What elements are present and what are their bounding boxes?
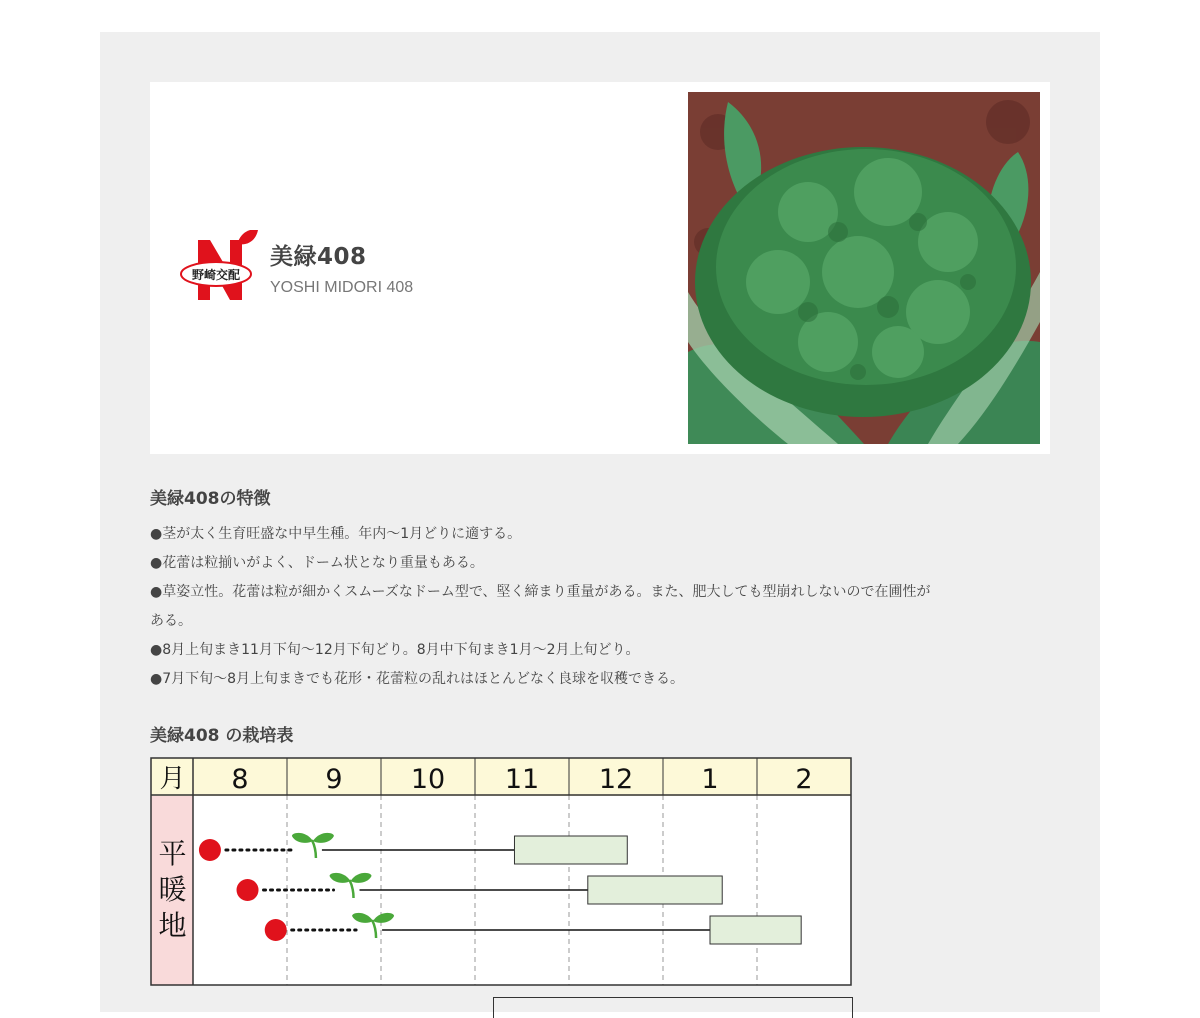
legend-frame — [493, 997, 853, 1018]
region-label: 暖 — [158, 873, 187, 906]
month-label: 12 — [598, 764, 634, 795]
product-hero — [150, 82, 1050, 454]
harvest-period-bar — [588, 876, 722, 904]
main-panel — [100, 32, 1100, 1012]
month-label: 11 — [504, 764, 540, 795]
product-subtitle: YOSHI MIDORI 408 — [270, 279, 414, 296]
month-label: 9 — [325, 764, 343, 795]
features-list — [150, 520, 1050, 694]
logo-text: 野崎交配 — [191, 268, 241, 282]
product-title: 美緑408 — [270, 244, 367, 270]
nozaki-logo — [178, 230, 258, 308]
harvest-period-bar — [514, 836, 627, 864]
feature-item: ●草姿立性。花蕾は粒が細かくスムーズなドーム型で、堅く締まり重量がある。また、肥大しても型崩れしないので在圃性が — [150, 584, 931, 600]
feature-item: ●花蕾は粒揃いがよく、ドーム状となり重量もある。 — [150, 555, 484, 571]
features-title: 美緑408の特徴 — [150, 489, 271, 509]
feature-item: ある。 — [150, 613, 192, 629]
cultivation-schedule — [150, 757, 852, 987]
month-header-label: 月 — [159, 764, 186, 794]
feature-item: ●茎が太く生育旺盛な中早生種。年内〜1月どりに適する。 — [150, 526, 522, 542]
title-block — [270, 238, 413, 297]
region-label: 平 — [158, 837, 187, 870]
feature-item: ●8月上旬まき11月下旬〜12月下旬どり。8月中下旬まき1月〜2月上旬どり。 — [150, 642, 640, 658]
sowing-dot — [199, 839, 221, 861]
harvest-period-bar — [710, 916, 801, 944]
header-row-bg — [151, 758, 851, 796]
month-label: 2 — [795, 764, 813, 795]
sowing-dot — [237, 879, 259, 901]
month-label: 8 — [231, 764, 249, 795]
month-label: 1 — [701, 764, 719, 795]
feature-item: ●7月下旬〜8月上旬まきでも花形・花蕾粒の乱れはほとんどなく良球を収穫できる。 — [150, 671, 685, 687]
schedule-title: 美緑408 の栽培表 — [150, 726, 294, 746]
broccoli-photo — [688, 92, 1040, 444]
sowing-dot — [265, 919, 287, 941]
month-label: 10 — [410, 764, 446, 795]
region-label: 地 — [158, 909, 187, 942]
